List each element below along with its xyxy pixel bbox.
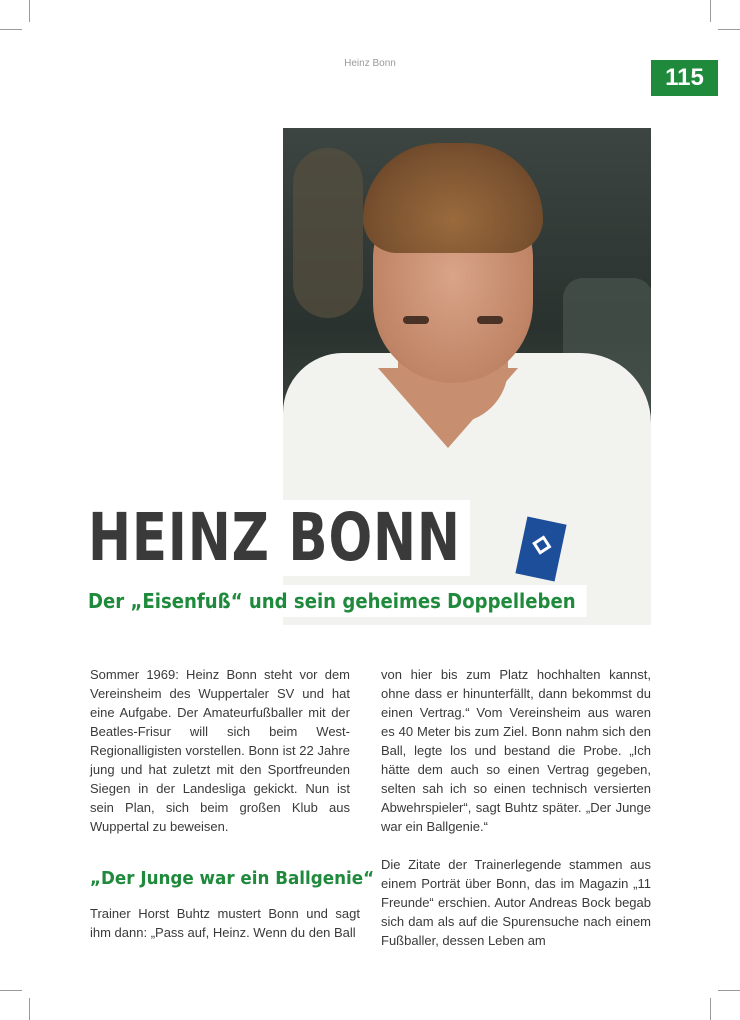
crest-diamond [532, 535, 551, 554]
crop-mark [710, 998, 711, 1020]
crop-mark [710, 0, 711, 22]
running-head: Heinz Bonn [344, 58, 396, 69]
crop-mark [718, 990, 740, 991]
body-paragraph: von hier bis zum Platz hochhalten kannst, ohne dass er hinunterfällt, dann bekommst du einen Vertrag.“ Vom Vereinsheim aus waren es 40 Meter bis zum Ziel. Bonn nahm sich den Ball, legte los und bestand die Probe. „Ich hätte dem auch so einen Vertrag gegeben, selten sah ich so einen technisch versierten Abwehrspieler“, sagt Buhtz später. „Der Junge war ein Ballgenie.“ [381, 667, 651, 834]
hair [363, 143, 543, 253]
crop-mark [718, 29, 740, 30]
crop-mark [29, 998, 30, 1020]
crop-mark [0, 29, 22, 30]
left-eye [403, 316, 429, 324]
crop-mark [29, 0, 30, 22]
right-column [381, 665, 651, 969]
left-column [90, 665, 350, 855]
body-paragraph: Die Zitate der Trainerlegende stammen aus einem Porträt über Bonn, das im Magazin „11 Freunde“ erschien. Autor Andreas Bock begab sich dam als auf die Spurensuche nach einem Fußballer, dessen Leben am [381, 857, 651, 948]
section-subheading: „Der Junge war ein Ballgenie“ [90, 868, 375, 889]
right-eye [477, 316, 503, 324]
crop-mark [0, 990, 22, 991]
article-subtitle: Der „Eisenfuß“ und sein geheimes Doppelleben [88, 585, 586, 617]
background-blur [293, 148, 363, 318]
body-paragraph: Sommer 1969: Heinz Bonn steht vor dem Vereinsheim des Wuppertaler SV und hat eine Aufgabe. Der Amateurfußballer mit der Beatles-Frisur will sich beim West-Regionalligisten vorstellen. Bonn ist 22 Jahre jung und hat zuletzt mit den Sportfreunden Siegen in der Landesliga gekickt. Nun ist sein Plan, sich beim großen Klub aus Wuppertal zu beweisen. [90, 667, 350, 834]
body-paragraph: Trainer Horst Buhtz mustert Bonn und sagt ihm dann: „Pass auf, Heinz. Wenn du den Ball [90, 906, 360, 940]
page-number: 115 [651, 60, 718, 96]
article-headline: HEINZ BONN [88, 500, 470, 576]
